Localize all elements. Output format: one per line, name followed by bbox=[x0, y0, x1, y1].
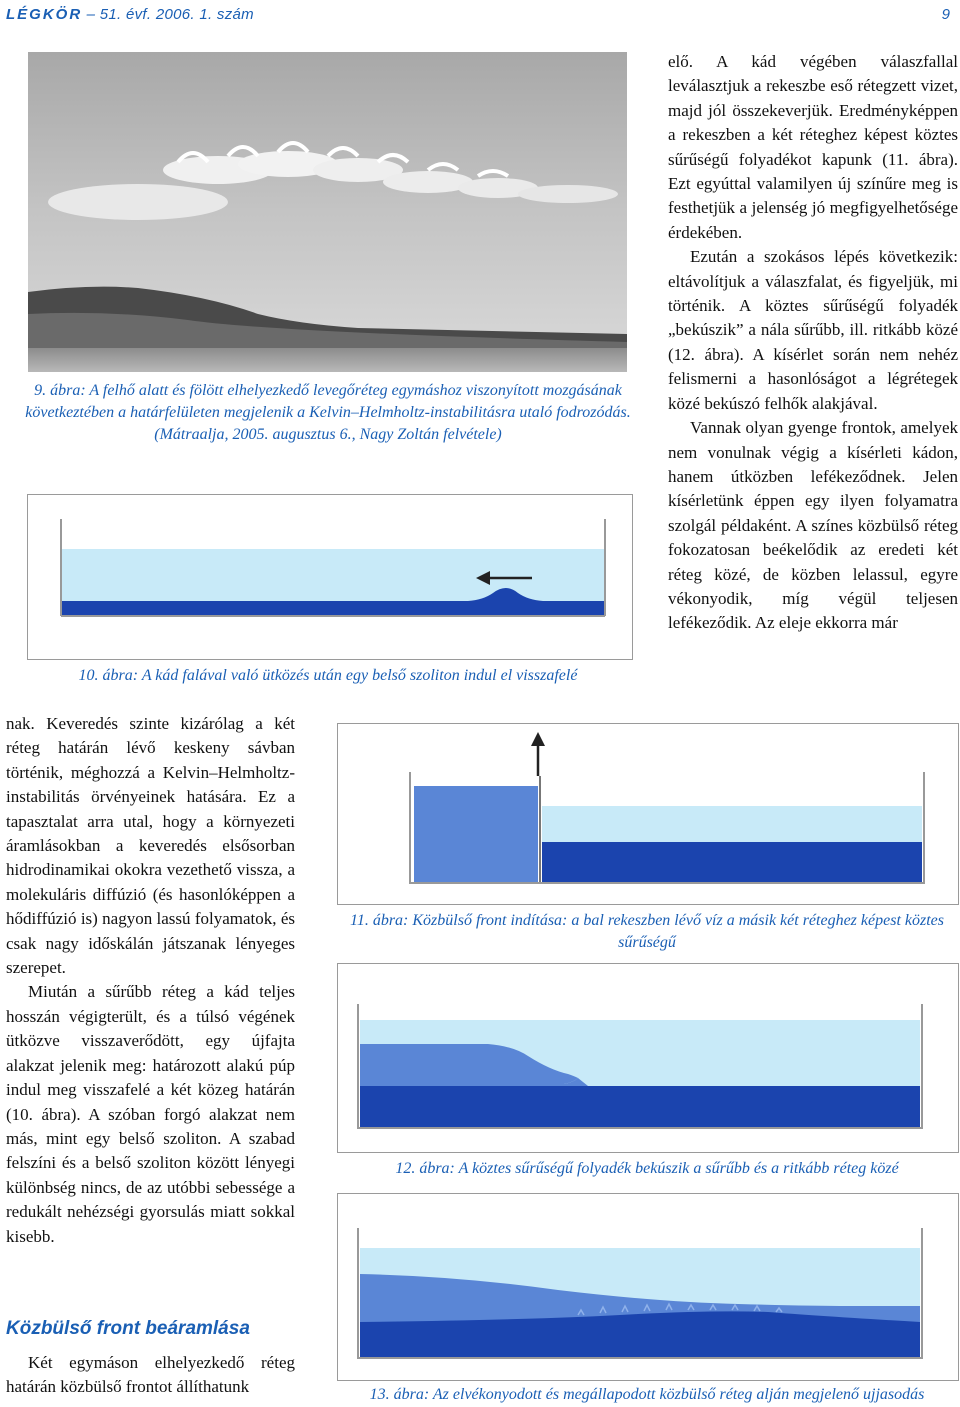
figure-12-diagram bbox=[338, 964, 958, 1152]
figure-11-box bbox=[337, 723, 959, 905]
figure-12-caption: 12. ábra: A köztes sűrűségű folyadék bekúszik a sűrűbb és a ritkább réteg közé bbox=[395, 1160, 899, 1177]
section-title: Közbülső front beáramlása bbox=[6, 1318, 250, 1339]
right-paragraph-1: elő. A kád végében válaszfallal leválasztjuk a rekeszbe eső rétegzett vizet, majd jól összekeverjük. Eredményképpen a rekeszben a két réteghez képest köztes sűrűségű folyadékot kapunk (11. ábra). Ezt egyúttal valamilyen új színűre meg is festhetjük a jelenség jó megfigyelhetősége érdekében. bbox=[668, 52, 958, 242]
left-paragraph-2: Miután a sűrűbb réteg a kád teljes hosszán végigterült, és a túlsó végének ütközve visszaverődött, egy újfajta alakzat jelenik meg: határozott alakú púp indul meg visszafelé a két közeg határán (10. ábra). A szóban forgó alakzat nem más, mint egy belső szoliton. A szabad felszíni és a belső szoliton között lényegi különbség nincs, de az utóbbi sebessége a redukált nehézségi gyorsulás miatt sokkal kisebb. bbox=[6, 982, 295, 1246]
issue-info: – 51. évf. 2006. 1. szám bbox=[86, 6, 254, 23]
right-paragraph-3: Vannak olyan gyenge frontok, amelyek nem vonulnak végig a kísérleti kádon, hanem útközben lefékeződnek. Jelen kísérletünk éppen egy ilyen folyamatra szolgál példaként. A színes közbülső réteg fokozatosan beékelődik az eredeti két réteg közé, de közben lelassul, egyre vékonyodik, míg végül teljesen lefékeződik. Az eleje ekkorra már bbox=[668, 418, 958, 633]
figure-9-photo bbox=[28, 52, 627, 372]
figure-11-caption: 11. ábra: Közbülső front indítása: a bal rekeszben lévő víz a másik két réteghez képest köztes sűrűségű bbox=[350, 912, 944, 951]
figure-10-caption: 10. ábra: A kád falával való ütközés után egy belső szoliton indul el visszafelé bbox=[78, 667, 578, 684]
journal-name: LÉGKÖR bbox=[6, 6, 83, 23]
figure-13-box bbox=[337, 1193, 959, 1381]
figure-12-box bbox=[337, 963, 959, 1153]
left-column-text bbox=[6, 712, 295, 1249]
running-header bbox=[6, 6, 254, 23]
figure-10-box bbox=[27, 494, 633, 660]
figure-11-diagram bbox=[338, 724, 958, 904]
left-paragraph-1: nak. Keveredés szinte kizárólag a két réteg határán lévő keskeny sávban történik, méghozzá a Kelvin–Helmholtz-instabilitás örvényeinek hatására. Ez a tapasztalat arra utal, hogy a környezeti áramlásokban a keveredés elsősorban hidrodinamikai okokra vezethető vissza, a molekuláris diffúzió (és hasonlóképpen a hődiffúzió is) nagyon lassú folyamatok, és csak nagy időskálán játszanak lényeges szerepet. bbox=[6, 714, 295, 978]
left-paragraph-3: Két egymáson elhelyezkedő réteg határán közbülső frontot állíthatunk bbox=[6, 1353, 295, 1397]
figure-13-diagram bbox=[338, 1194, 958, 1380]
page-number: 9 bbox=[941, 6, 950, 23]
figure-13-caption: 13. ábra: Az elvékonyodott és megállapodott közbülső réteg alján megjelenő ujjasodás bbox=[369, 1386, 925, 1403]
right-paragraph-2: Ezután a szokásos lépés következik: eltávolítjuk a válaszfalat, és figyeljük, mi történik. A köztes sűrűségű folyadék „bekúszik” a nála sűrűbb, ill. ritkább közé (12. ábra). A kísérlet során nem nehéz felismerni a hasonlóságot a légrétegek közé bekúszó felhők alakjával. bbox=[668, 247, 958, 413]
right-column-text bbox=[668, 50, 958, 636]
figure-10-diagram bbox=[28, 495, 632, 659]
up-arrow-icon bbox=[531, 732, 545, 776]
left-paragraph-3-container bbox=[6, 1351, 295, 1400]
figure-9-caption: 9. ábra: A felhő alatt és fölött elhelyezkedő levegőréteg egymáshoz viszonyított mozgásának következtében a határfelületen megjelenik a Kelvin–Helmholtz-instabilitásra utaló fodrozódás. (Mátraalja, 2005. augusztus 6., Nagy Zoltán felvétele) bbox=[25, 382, 631, 443]
cloud-photo-image bbox=[28, 52, 627, 372]
